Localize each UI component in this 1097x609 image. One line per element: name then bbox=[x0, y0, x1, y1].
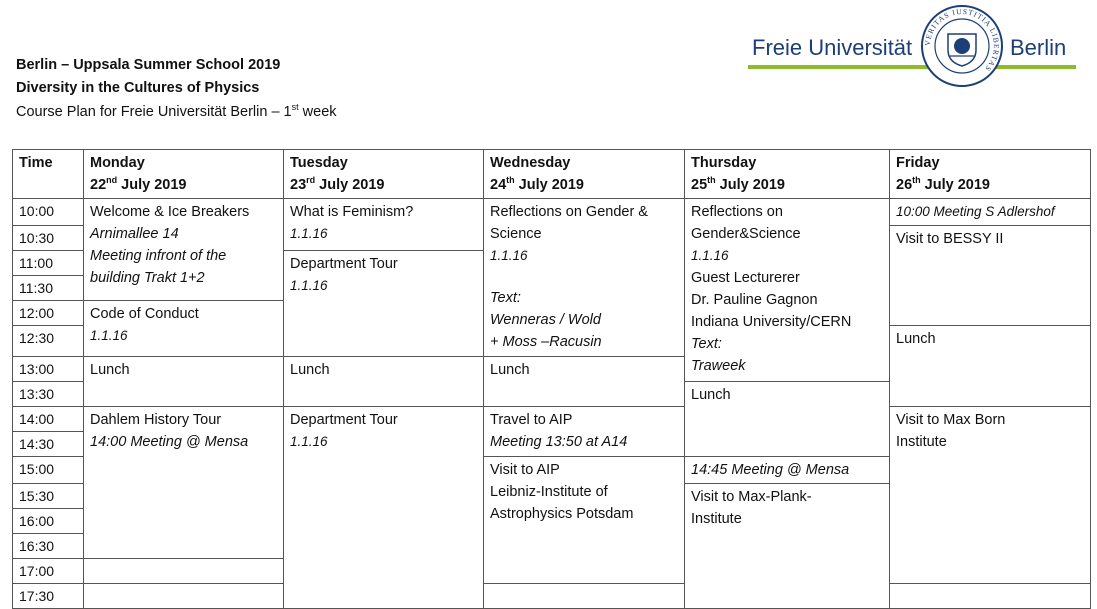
time-slot: 14:00 bbox=[13, 407, 84, 432]
friday-lunch bbox=[890, 326, 1091, 407]
event-title: Welcome & Ice Breakers bbox=[90, 204, 250, 220]
time-slot: 15:30 bbox=[13, 484, 84, 509]
logo-underline bbox=[748, 65, 1076, 69]
date-rest: July 2019 bbox=[117, 177, 187, 193]
tuesday-lunch bbox=[284, 357, 484, 407]
event-note: 14:00 Meeting @ Mensa bbox=[90, 434, 249, 450]
monday-dahlem-tour bbox=[84, 407, 284, 559]
event-title: Lunch bbox=[691, 387, 731, 403]
event-title: Gender&Science bbox=[691, 226, 801, 242]
day-header-tuesday bbox=[284, 150, 484, 199]
friday-bessy bbox=[890, 226, 1091, 326]
event-title: Department Tour bbox=[290, 256, 398, 272]
date-sup: th bbox=[912, 175, 921, 186]
day-date bbox=[490, 174, 678, 196]
day-header-thursday bbox=[685, 150, 890, 199]
date-sup: rd bbox=[306, 175, 316, 186]
time-header bbox=[13, 150, 84, 199]
university-seal-icon bbox=[920, 4, 1004, 88]
event-room: 1.1.16 bbox=[290, 226, 328, 241]
date-rest: July 2019 bbox=[715, 177, 785, 193]
header-course-plan-sup: st bbox=[291, 102, 299, 113]
date-sup: th bbox=[707, 175, 716, 186]
event-title: Dahlem History Tour bbox=[90, 412, 222, 428]
time-slot: 13:00 bbox=[13, 357, 84, 382]
header-course-plan-text: Course Plan for Freie Universität Berlin – 1 bbox=[16, 104, 292, 120]
friday-meeting bbox=[890, 199, 1091, 226]
time-slot: 15:00 bbox=[13, 457, 84, 484]
event-detail: Leibniz-Institute of bbox=[490, 484, 608, 500]
event-room: 1.1.16 bbox=[90, 328, 128, 343]
date-num: 26 bbox=[896, 177, 913, 193]
header-subtitle: Diversity in the Cultures of Physics bbox=[16, 80, 260, 96]
event-location: Arnimallee 14 bbox=[90, 226, 179, 242]
time-slot: 14:30 bbox=[13, 432, 84, 457]
logo-right-text: Berlin bbox=[1010, 35, 1067, 60]
event-guest: Dr. Pauline Gagnon bbox=[691, 292, 818, 308]
date-rest: July 2019 bbox=[920, 177, 990, 193]
event-note: building Trakt 1+2 bbox=[90, 270, 205, 286]
event-title: Code of Conduct bbox=[90, 306, 199, 322]
event-title: Lunch bbox=[490, 362, 530, 378]
monday-lunch bbox=[84, 357, 284, 407]
event-text: + Moss –Racusin bbox=[490, 334, 602, 350]
event-room: 1.1.16 bbox=[290, 434, 328, 449]
time-slot: 17:00 bbox=[13, 559, 84, 584]
day-name: Wednesday bbox=[490, 155, 571, 171]
event-note: Meeting infront of the bbox=[90, 248, 227, 264]
event-guest: Indiana University/CERN bbox=[691, 314, 852, 330]
day-name: Tuesday bbox=[290, 155, 348, 171]
wednesday-reflections bbox=[484, 199, 685, 357]
event-note: Meeting 13:50 at A14 bbox=[490, 434, 628, 450]
logo-left-text: Freie Universität bbox=[752, 35, 913, 60]
monday-code-of-conduct bbox=[84, 301, 284, 357]
date-sup: th bbox=[506, 175, 515, 186]
friday-max-born bbox=[890, 407, 1091, 584]
time-slot: 12:30 bbox=[13, 326, 84, 357]
header-course-plan bbox=[16, 101, 337, 123]
time-slot: 11:00 bbox=[13, 251, 84, 276]
thursday-visit-max-plank bbox=[685, 484, 890, 609]
wednesday-visit-aip bbox=[484, 457, 685, 584]
monday-empty-slot bbox=[84, 559, 284, 584]
event-title: Visit to BESSY II bbox=[896, 231, 1004, 247]
tuesday-department-tour bbox=[284, 251, 484, 357]
day-date bbox=[691, 174, 883, 196]
event-text-label: Text: bbox=[691, 336, 722, 352]
event-title: What is Feminism? bbox=[290, 204, 414, 220]
event-guest: Guest Lecturerer bbox=[691, 270, 800, 286]
thursday-meeting bbox=[685, 457, 890, 484]
event-title: Travel to AIP bbox=[490, 412, 573, 428]
day-header-friday bbox=[890, 150, 1091, 199]
event-detail: Astrophysics Potsdam bbox=[490, 506, 634, 522]
time-slot: 10:00 bbox=[13, 199, 84, 226]
date-sup: nd bbox=[106, 175, 118, 186]
date-rest: July 2019 bbox=[514, 177, 584, 193]
time-slot: 16:00 bbox=[13, 509, 84, 534]
event-room: 1.1.16 bbox=[290, 278, 328, 293]
time-slot: 10:30 bbox=[13, 226, 84, 251]
tuesday-department-tour-2 bbox=[284, 407, 484, 609]
day-name: Friday bbox=[896, 155, 940, 171]
time-slot: 13:30 bbox=[13, 382, 84, 407]
event-note: 10:00 Meeting S Adlershof bbox=[896, 204, 1055, 219]
wednesday-travel-aip bbox=[484, 407, 685, 457]
event-note: 14:45 Meeting @ Mensa bbox=[691, 462, 850, 478]
day-header-monday bbox=[84, 150, 284, 199]
date-num: 22 bbox=[90, 177, 107, 193]
date-num: 25 bbox=[691, 177, 708, 193]
monday-welcome bbox=[84, 199, 284, 301]
event-title: Reflections on Gender & bbox=[490, 204, 648, 220]
time-slot: 12:00 bbox=[13, 301, 84, 326]
header-course-plan-end: week bbox=[298, 104, 337, 120]
seal-text: VERITAS IUSTITIA LIBERTAS bbox=[922, 6, 1002, 74]
time-slot: 17:30 bbox=[13, 584, 84, 609]
day-date bbox=[90, 174, 277, 196]
course-plan-table bbox=[12, 149, 1091, 609]
day-name: Thursday bbox=[691, 155, 757, 171]
event-title: Reflections on bbox=[691, 204, 783, 220]
tuesday-feminism bbox=[284, 199, 484, 251]
time-slot: 11:30 bbox=[13, 276, 84, 301]
date-num: 24 bbox=[490, 177, 507, 193]
time-header-label: Time bbox=[19, 155, 53, 171]
thursday-lunch bbox=[685, 382, 890, 457]
date-num: 23 bbox=[290, 177, 307, 193]
wednesday-lunch bbox=[484, 357, 685, 407]
event-room: 1.1.16 bbox=[691, 248, 729, 263]
day-header-wednesday bbox=[484, 150, 685, 199]
day-date bbox=[896, 174, 1084, 196]
event-text-label: Text: bbox=[490, 290, 521, 306]
header-title: Berlin – Uppsala Summer School 2019 bbox=[16, 57, 281, 73]
event-text: Wenneras / Wold bbox=[490, 312, 601, 328]
event-title: Lunch bbox=[90, 362, 130, 378]
header-row bbox=[13, 150, 1091, 199]
day-name: Monday bbox=[90, 155, 145, 171]
event-title: Visit to AIP bbox=[490, 462, 560, 478]
event-title: Institute bbox=[896, 434, 947, 450]
event-title: Department Tour bbox=[290, 412, 398, 428]
university-logo bbox=[748, 4, 1076, 94]
day-date bbox=[290, 174, 477, 196]
time-slot: 16:30 bbox=[13, 534, 84, 559]
event-text: Traweek bbox=[691, 358, 746, 374]
date-rest: July 2019 bbox=[315, 177, 385, 193]
event-title: Lunch bbox=[896, 331, 936, 347]
event-title: Lunch bbox=[290, 362, 330, 378]
thursday-reflections bbox=[685, 199, 890, 382]
event-title: Visit to Max Born bbox=[896, 412, 1006, 428]
event-title: Visit to Max-Plank- bbox=[691, 489, 812, 505]
event-title: Science bbox=[490, 226, 542, 242]
event-room: 1.1.16 bbox=[490, 248, 528, 263]
event-title: Institute bbox=[691, 511, 742, 527]
